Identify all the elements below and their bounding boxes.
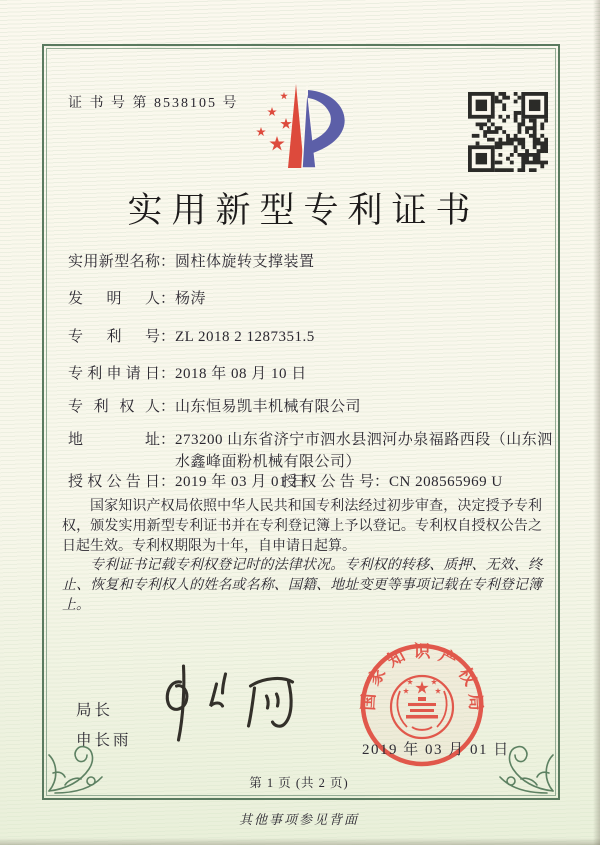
scan-edge-shadow-right (593, 0, 600, 845)
seal-date: 2019 年 03 月 01 日 (362, 742, 510, 758)
cnipa-logo-icon (246, 80, 350, 177)
certificate-title: 实用新型专利证书 (127, 191, 480, 230)
field-utility-model-name: 实用新型名称：圆柱体旋转支撑装置 (68, 254, 315, 270)
field-application-date: 专利申请日：2018 年 08 月 10 日 (68, 366, 307, 382)
director-name: 申长雨 (76, 732, 132, 749)
field-grant-date: 授权公告日：2019 年 03 月 01 日 授权公告号：CN 208565969 U (68, 471, 307, 493)
certificate-body-text (62, 497, 542, 616)
field-patent-number: 专利号：ZL 2018 2 1287351.5 (68, 329, 315, 345)
back-side-note: 其他事项参见背面 (238, 812, 359, 827)
qr-code (468, 92, 548, 177)
field-address: 地址：273200 山东省济宁市泗水县泗河办泉福路西段（山东泗水鑫峰面粉机械有限公司） (68, 432, 553, 470)
field-patentee: 专利权人：山东恒易凯丰机械有限公司 (68, 399, 362, 415)
seal-text: 国家知识产权局 (358, 642, 486, 712)
certificate-number: 证 书 号 第 8538105 号 (68, 96, 239, 111)
field-inventor: 发明人：杨涛 (68, 291, 207, 307)
director-signature-handwriting (148, 660, 313, 755)
paragraph-legal-note: 专利证书记载专利权登记时的法律状况。专利权的转移、质押、无效、终止、恢复和专利权人的姓名或名称、国籍、地址变更等事项记载在专利登记簿上。 (62, 558, 542, 613)
scan-edge-shadow-bottom (0, 838, 600, 845)
paragraph-grant-statement: 国家知识产权局依照中华人民共和国专利法经过初步审查，决定授予专利权，颁发实用新型专利证书并在专利登记簿上予以登记。专利权自授权公告之日起生效。专利权期限为十年，自申请日起算。 (62, 499, 542, 554)
director-title: 局长 (76, 702, 114, 719)
field-grant-number: 授权公告号：CN 208565969 U (282, 474, 503, 490)
page-number: 第 1 页 (共 2 页) (249, 776, 349, 790)
